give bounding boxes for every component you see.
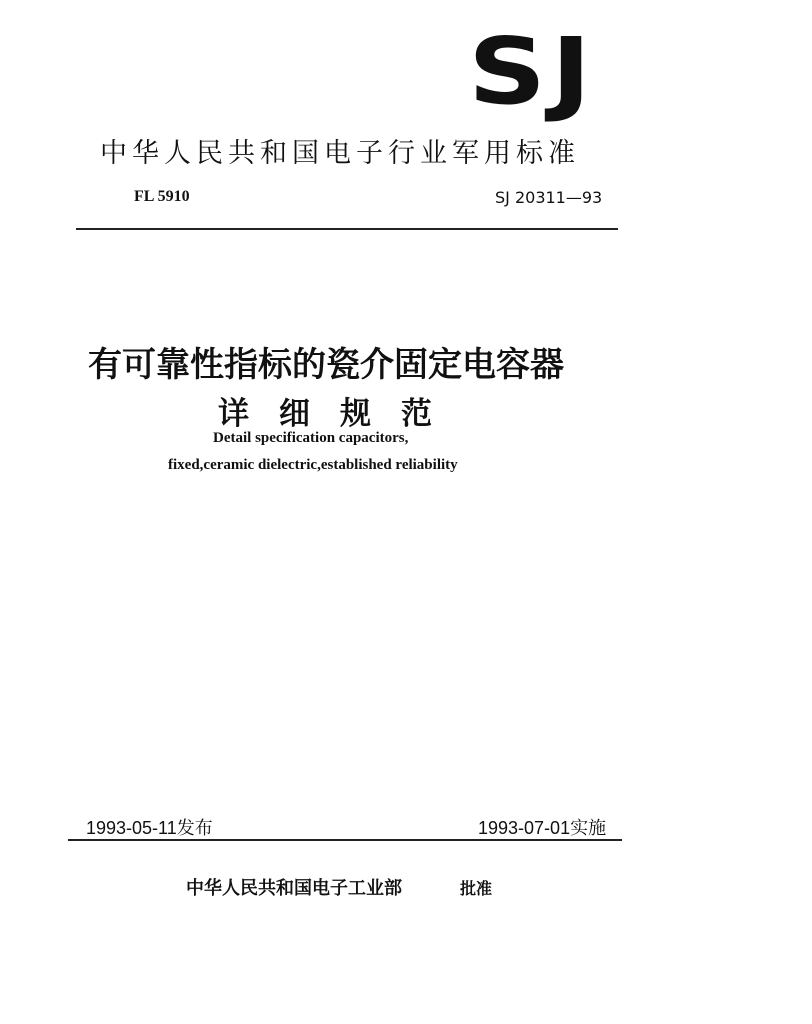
implement-label: 实施 — [570, 818, 607, 839]
implement-date-block — [478, 814, 606, 840]
issue-date: 1993-05-11 — [86, 818, 177, 838]
classification-code: FL 5910 — [134, 188, 190, 205]
header-divider — [76, 228, 618, 230]
title-english-line2: fixed,ceramic dielectric,established reliability — [168, 457, 458, 473]
approver: 中华人民共和国电子工业部 — [186, 878, 402, 899]
issue-label: 发布 — [176, 818, 213, 839]
issue-date-block — [86, 814, 213, 840]
title-english-line1: Detail specification capacitors, — [213, 430, 409, 446]
implement-date: 1993-07-01 — [478, 818, 571, 838]
subtitle-chinese: 详细规范 — [218, 396, 462, 432]
title-chinese: 有可靠性指标的瓷介固定电容器 — [88, 345, 564, 385]
standard-number: SJ 20311—93 — [495, 188, 603, 207]
sj-logo: SJ — [468, 18, 597, 125]
approve-label: 批准 — [460, 879, 493, 898]
standard-type: 中华人民共和国电子行业军用标准 — [100, 138, 580, 169]
footer-divider — [68, 839, 622, 841]
